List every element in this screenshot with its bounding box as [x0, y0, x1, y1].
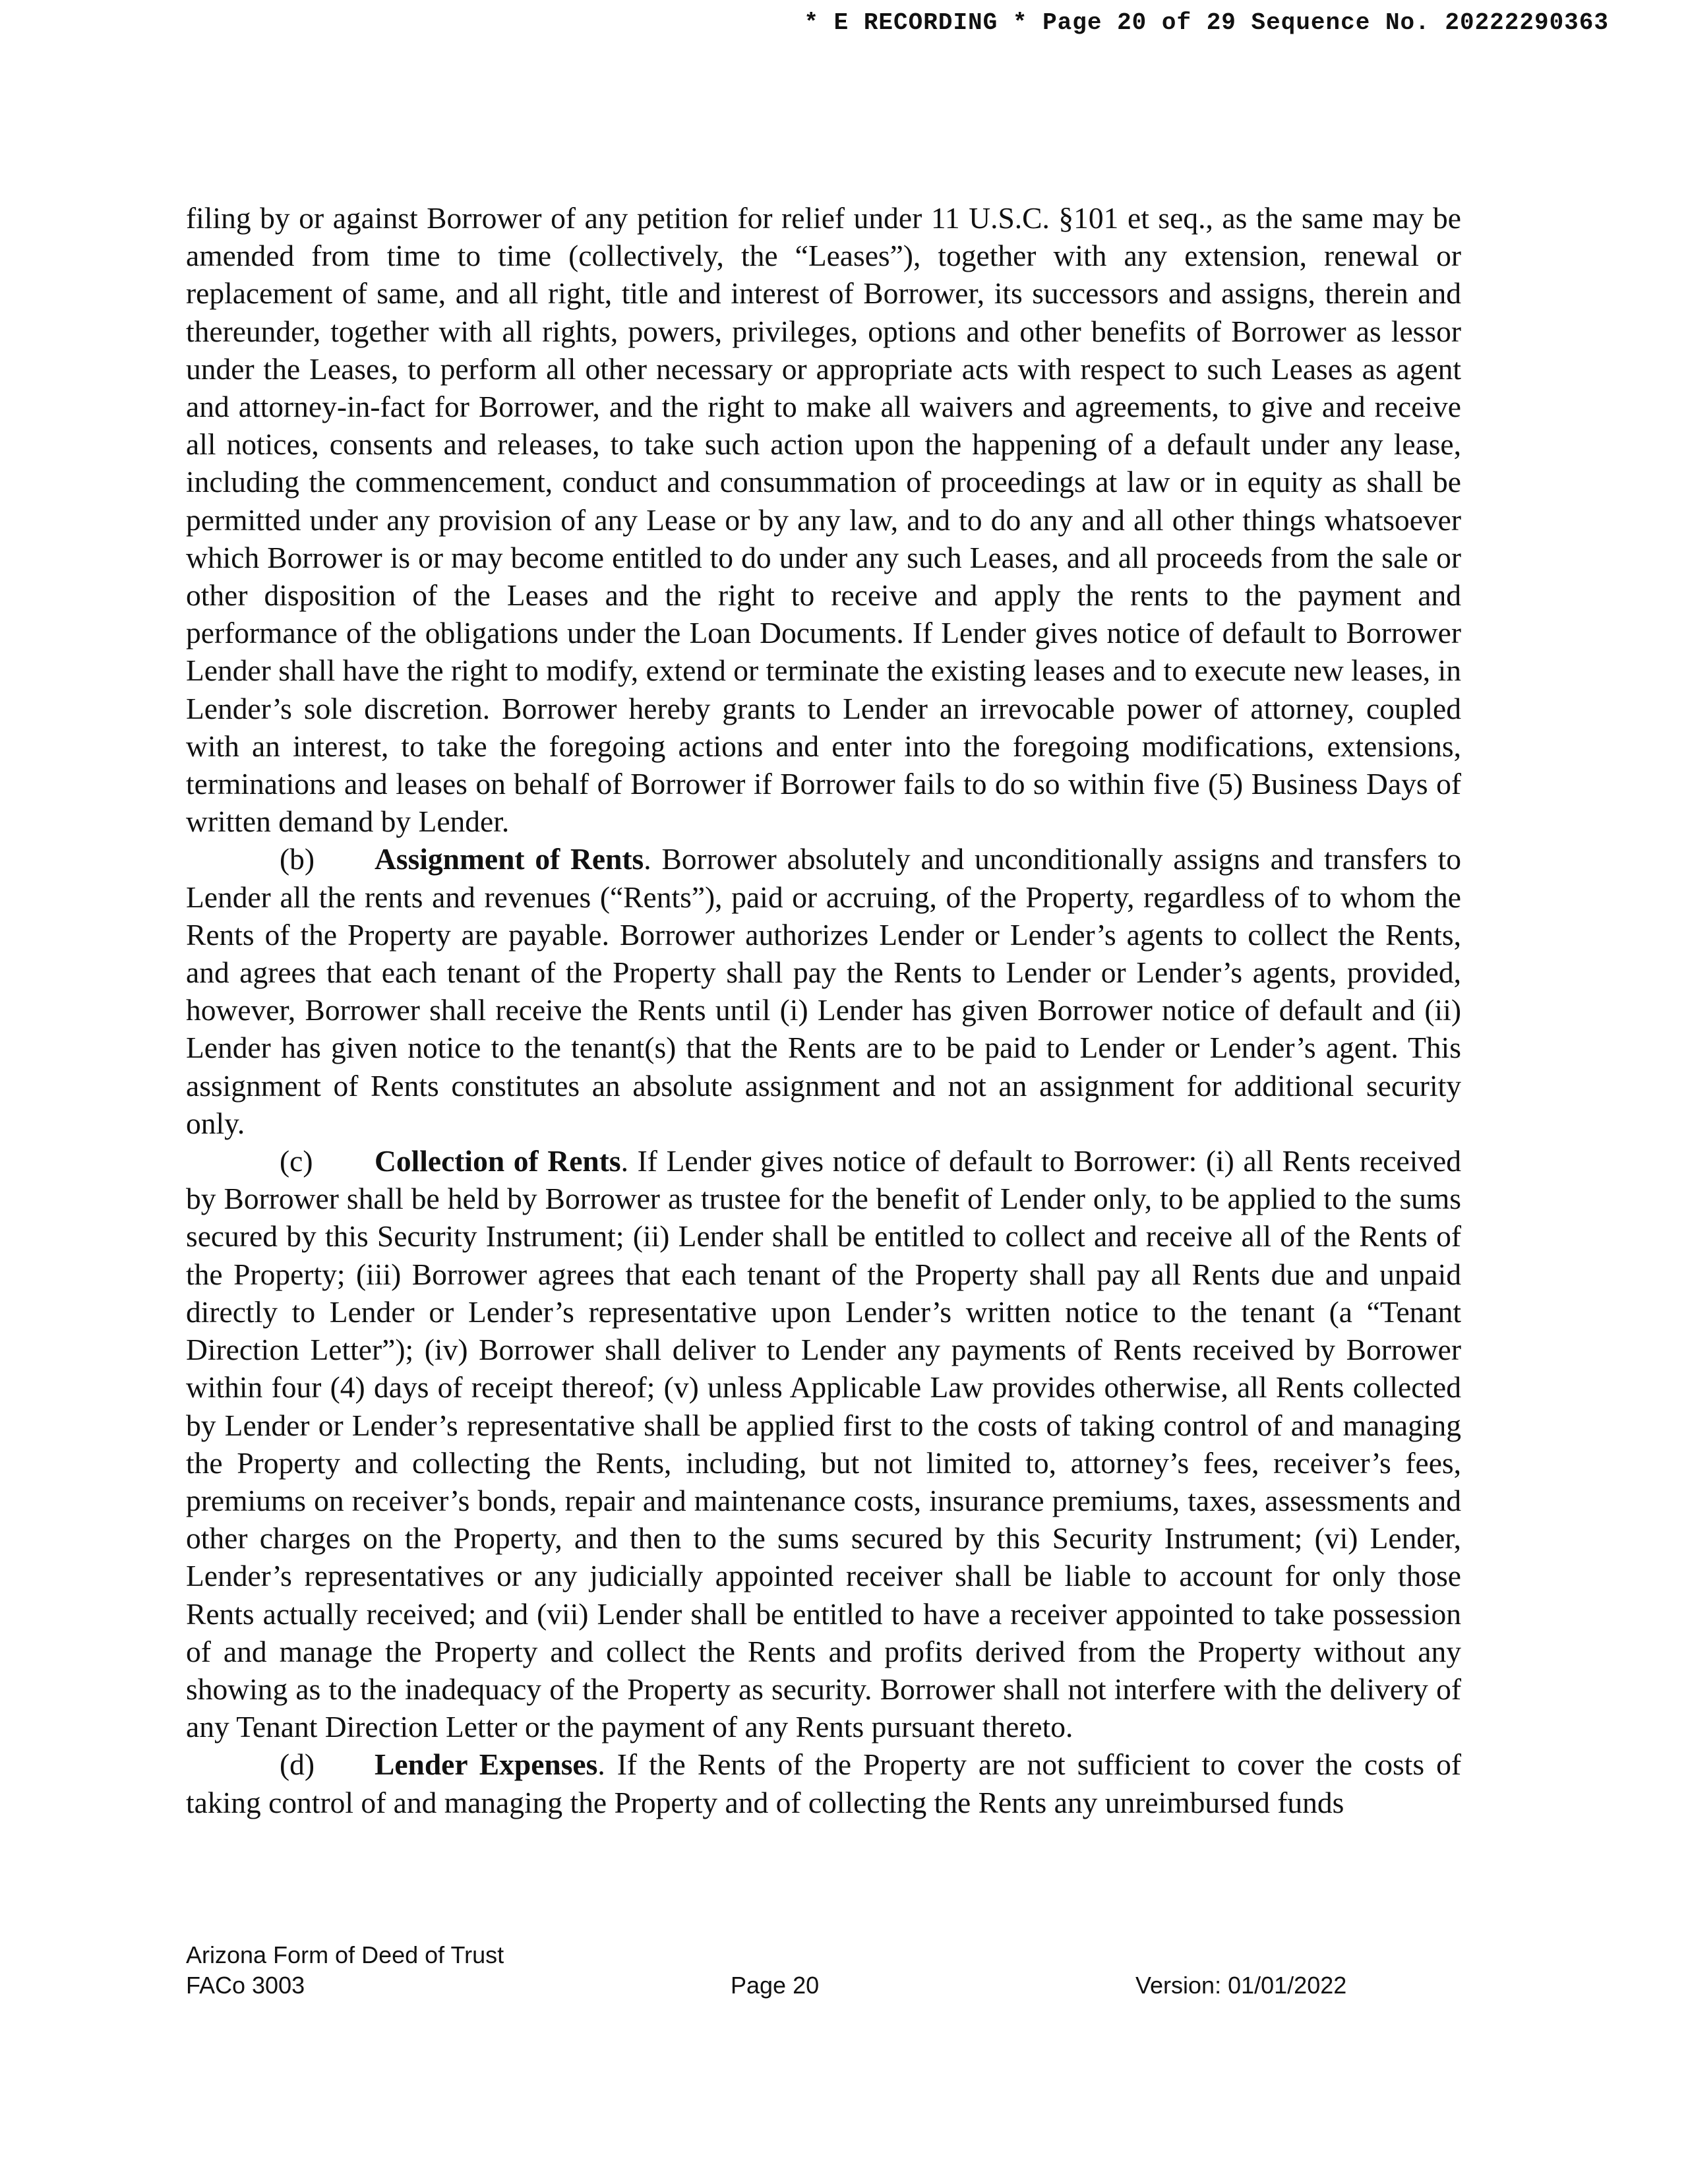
section-heading: Collection of Rents	[375, 1144, 621, 1178]
document-body	[186, 199, 1461, 1821]
footer-form-info	[186, 1940, 504, 2001]
section-heading: Assignment of Rents	[375, 842, 644, 876]
recording-stamp-header: * E RECORDING * Page 20 of 29 Sequence No. 20222290363	[804, 9, 1609, 36]
footer-form-title: Arizona Form of Deed of Trust	[186, 1941, 504, 1968]
section-text: . Borrower absolutely and unconditionally assigns and transfers to Lender all the rents and revenues (“Rents”), paid or accruing, of the Property, regardless of to whom the Rents of the Property are payable. Borrower authorizes Lender or Lender’s agents to collect the Rents, and agrees that each tenant of the Property shall pay the Rents to Lender or Lender’s agents, provided, however, Borrower shall receive the Rents until (i) Lender has given Borrower notice of default and (ii) Lender has given notice to the tenant(s) that the Rents are to be paid to Lender or Lender’s agent. This assignment of Rents constitutes an absolute assignment and not an assignment for additional security only.	[186, 842, 1461, 1140]
section-text: . If the Rents of the Property are not sufficient to cover the costs of taking control of and managing the Property and of collecting the Rents any unreimbursed funds	[186, 1747, 1462, 1819]
section-heading: Lender Expenses	[375, 1747, 598, 1782]
section-collection-of-rents	[186, 1142, 1461, 1745]
footer-version: Version: 01/01/2022	[1135, 1972, 1347, 1999]
section-text: . If Lender gives notice of default to Borrower: (i) all Rents received by Borrower shall be held by Borrower as trustee for the benefit of Lender only, to be applied to the sums secured by this Security Instrument; (ii) Lender shall be entitled to collect and receive all of the Rents of the Property; (iii) Borrower agrees that each tenant of the Property shall pay all Rents due and unpaid directly to Lender or Lender’s representative upon Lender’s written notice to the tenant (a “Tenant Direction Letter”); (iv) Borrower shall deliver to Lender any payments of Rents received by Borrower within four (4) days of receipt thereof; (v) unless Applicable Law provides otherwise, all Rents collected by Lender or Lender’s representative shall be applied first to the costs of taking control of and managing the Property and collecting the Rents, including, but not limited to, attorney’s fees, receiver’s fees, premiums on receiver’s bonds, repair and maintenance costs, insurance premiums, taxes, assessments and other charges on the Property, and then to the sums secured by this Security Instrument; (vi) Lender, Lender’s representatives or any judicially appointed receiver shall be liable to account for only those Rents actually received; and (vii) Lender shall be entitled to have a receiver appointed to take possession of and manage the Property and collect the Rents and profits derived from the Property without any showing as to the inadequacy of the Property as security. Borrower shall not interfere with the delivery of any Tenant Direction Letter or the payment of any Rents pursuant thereto.	[186, 1144, 1462, 1744]
section-lender-expenses	[186, 1745, 1461, 1821]
section-label: (b)	[280, 842, 315, 876]
footer-form-code: FACo 3003	[186, 1972, 305, 1999]
footer-page-number: Page 20	[731, 1972, 820, 1999]
section-label: (c)	[280, 1144, 313, 1178]
section-label: (d)	[280, 1747, 315, 1782]
continuation-paragraph: filing by or against Borrower of any petition for relief under 11 U.S.C. §101 et seq., as the same may be amended from time to time (collectively, the “Leases”), together with any extension, renewal or replacement of same, and all right, title and interest of Borrower, its successors and assigns, therein and thereunder, together with all rights, powers, privileges, options and other benefits of Borrower as lessor under the Leases, to perform all other necessary or appropriate acts with respect to such Leases as agent and attorney-in-fact for Borrower, and the right to make all waivers and agreements, to give and receive all notices, consents and releases, to take such action upon the happening of a default under any lease, including the commencement, conduct and consummation of proceedings at law or in equity as shall be permitted under any provision of any Lease or by any law, and to do any and all other things whatsoever which Borrower is or may become entitled to do under any such Leases, and all proceeds from the sale or other disposition of the Leases and the right to receive and apply the rents to the payment and performance of the obligations under the Loan Documents. If Lender gives notice of default to Borrower Lender shall have the right to modify, extend or terminate the existing leases and to execute new leases, in Lender’s sole discretion. Borrower hereby grants to Lender an irrevocable power of attorney, coupled with an interest, to take the foregoing actions and enter into the foregoing modifications, extensions, terminations and leases on behalf of Borrower if Borrower fails to do so within five (5) Business Days of written demand by Lender.	[186, 201, 1461, 839]
section-assignment-of-rents	[186, 840, 1461, 1142]
